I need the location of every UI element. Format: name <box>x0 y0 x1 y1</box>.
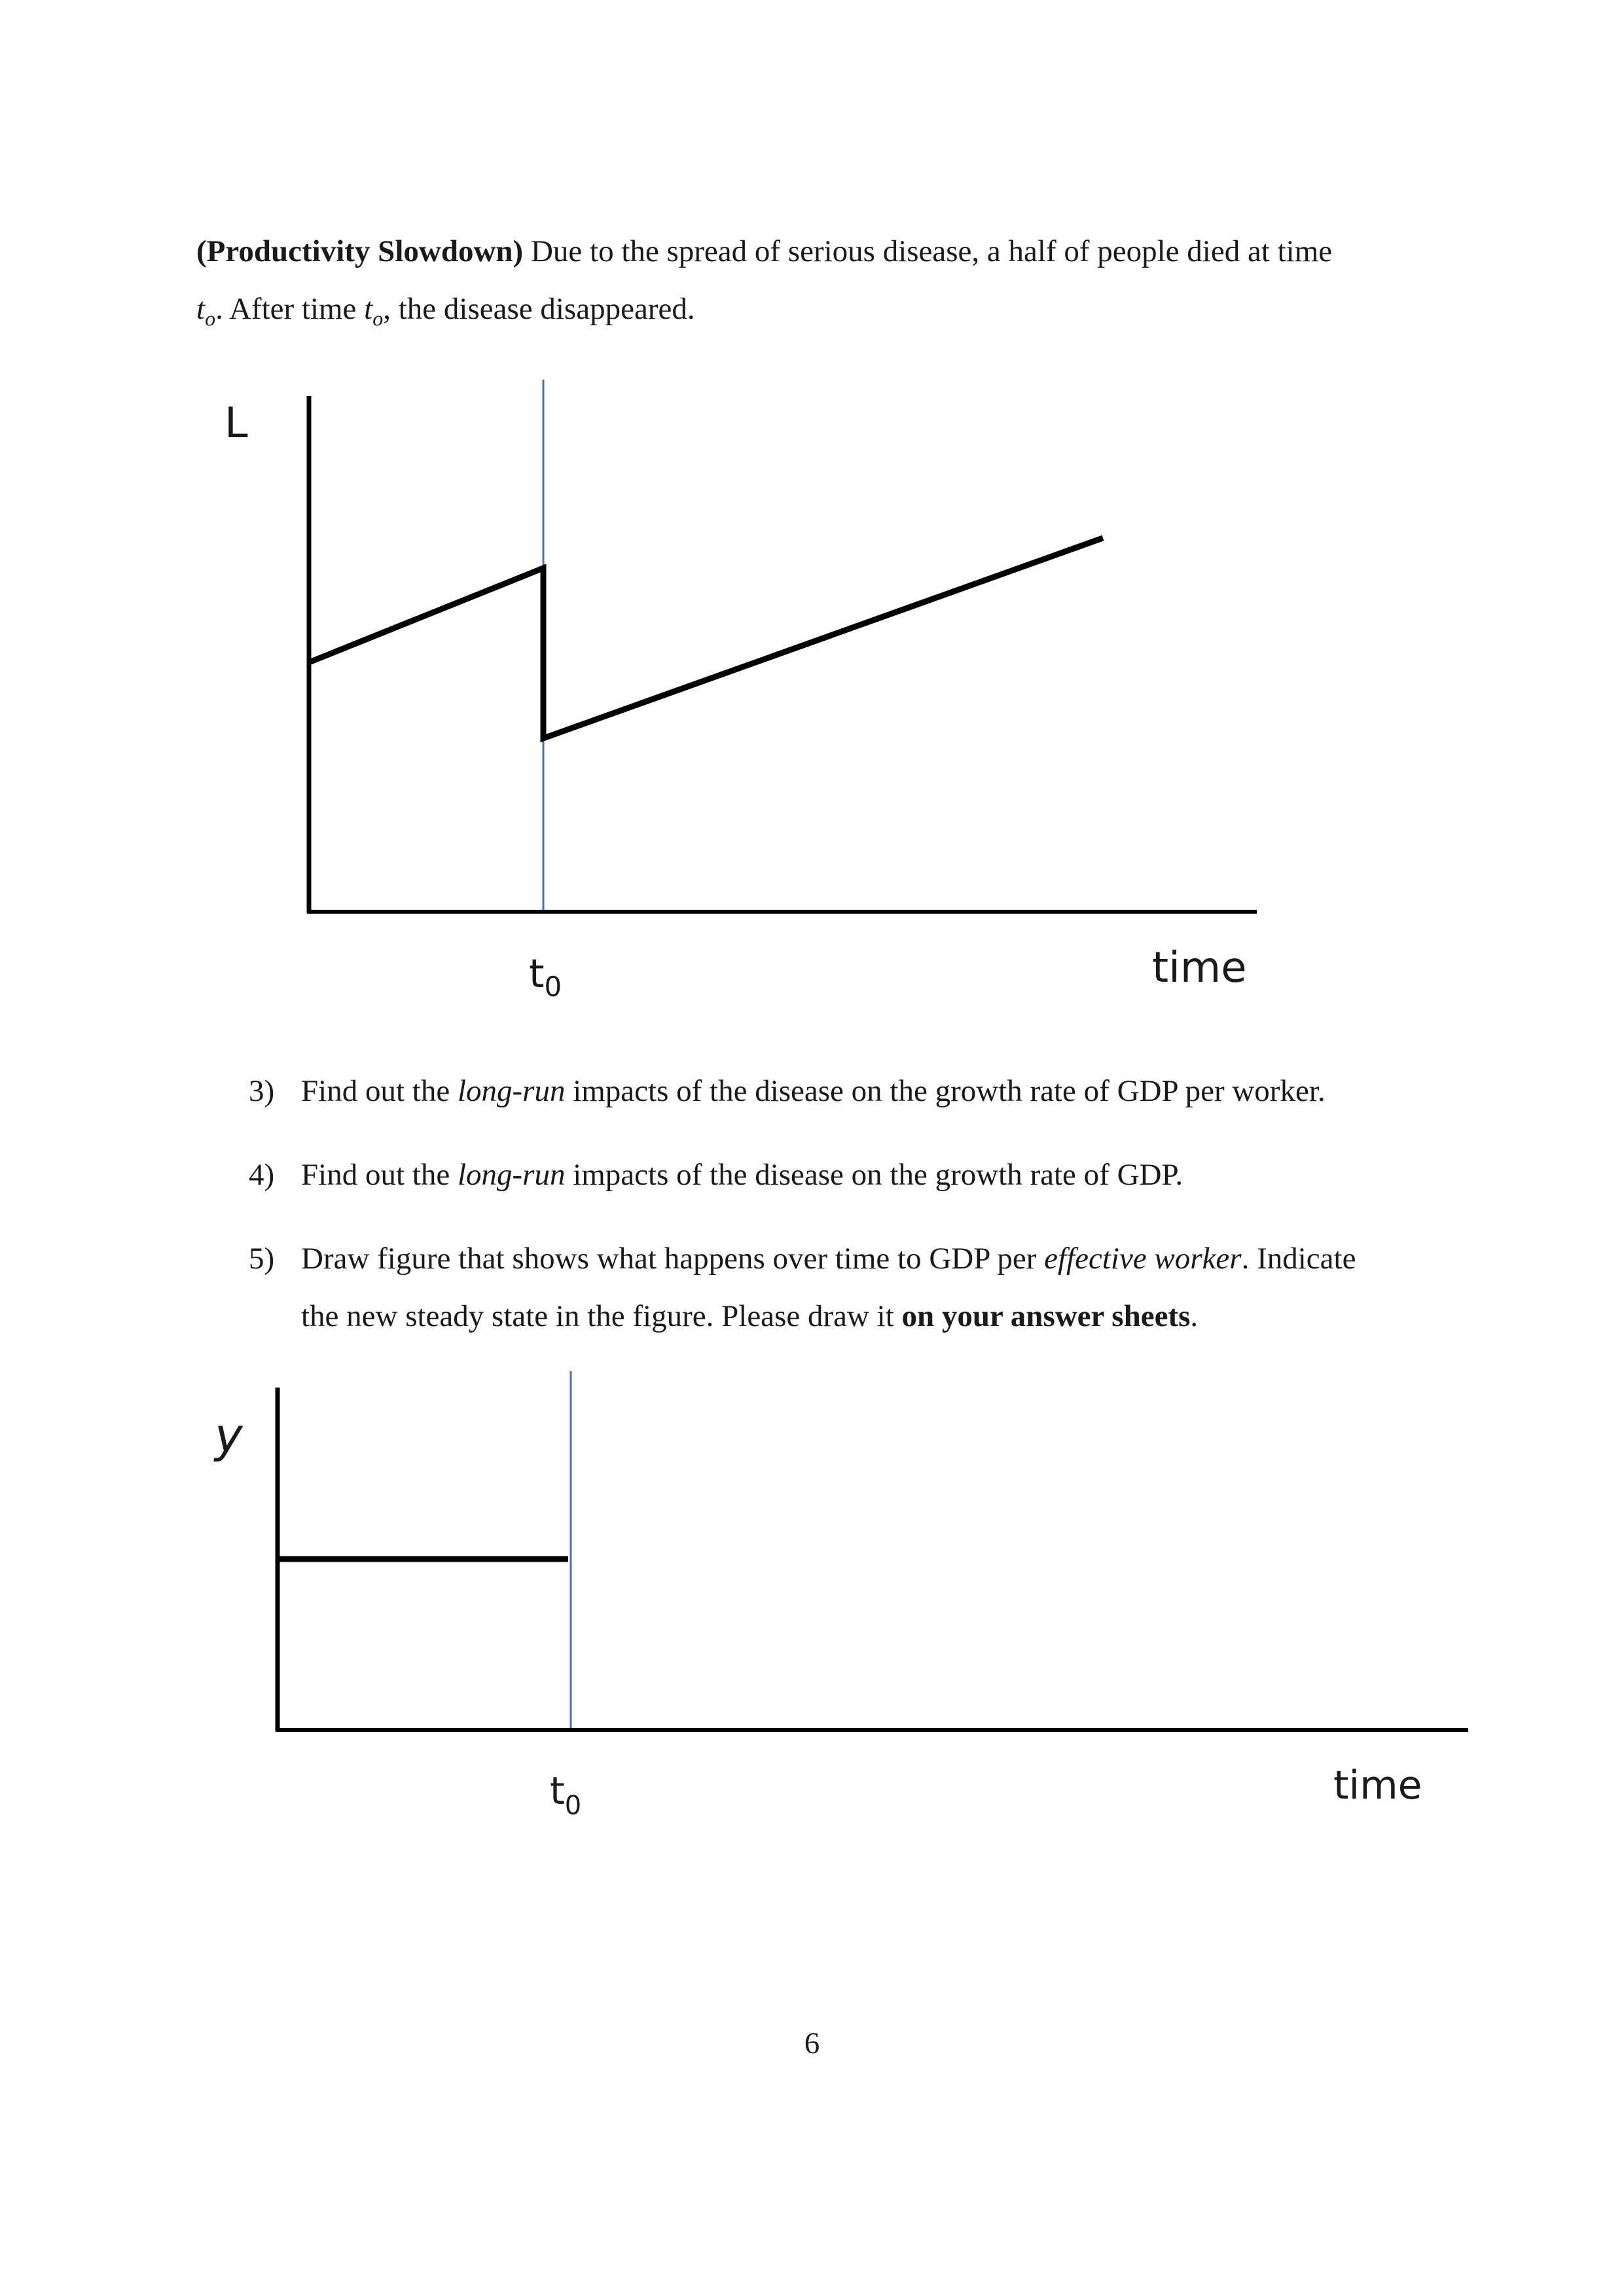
question-number: 4) <box>249 1158 275 1192</box>
intro-text-1: Due to the spread of serious disease, a half of people died at time <box>523 234 1333 268</box>
labor-path-line <box>309 538 1103 738</box>
intro-text-3: , the disease disappeared. <box>383 292 695 326</box>
question-5-line-2 <box>301 1299 1198 1334</box>
t0-label-t: t <box>529 951 545 997</box>
t0-label-t: t <box>550 1768 565 1813</box>
t0-label <box>529 951 562 1003</box>
question-text-post: . <box>1190 1299 1199 1333</box>
t-symbol: t <box>196 292 206 326</box>
question-text-pre: Find out the <box>301 1158 458 1192</box>
question-5 <box>249 1241 1356 1333</box>
question-4 <box>249 1157 1183 1193</box>
question-number: 3) <box>249 1074 275 1108</box>
t-subscript: o <box>205 306 216 331</box>
y-axis-label: L <box>225 399 248 448</box>
question-text-post: . Indicate <box>1241 1242 1356 1276</box>
question-text <box>301 1242 1356 1276</box>
question-text <box>301 1074 1326 1108</box>
question-number: 5) <box>249 1242 275 1276</box>
intro-title: (Productivity Slowdown) <box>196 234 524 268</box>
intro-text-2: . After time <box>215 292 365 326</box>
t0-label-sub: 0 <box>544 971 562 1003</box>
question-bold: on your answer sheets <box>901 1299 1191 1333</box>
t0-label-sub: 0 <box>564 1791 582 1821</box>
x-axis-label: time <box>1333 1763 1422 1808</box>
question-text <box>301 1158 1183 1192</box>
question-text-post: impacts of the disease on the growth rate of GDP. <box>565 1158 1183 1192</box>
question-text-pre: the new steady state in the figure. Please draw it <box>301 1299 902 1333</box>
question-emphasis: effective worker <box>1044 1242 1242 1276</box>
question-text-pre: Draw figure that shows what happens over time to GDP per <box>301 1242 1045 1276</box>
question-3 <box>249 1073 1326 1109</box>
question-emphasis: long-run <box>457 1158 566 1192</box>
t-symbol: t <box>364 292 373 326</box>
question-emphasis: long-run <box>457 1074 566 1108</box>
question-text-pre: Find out the <box>301 1074 458 1108</box>
t-subscript: o <box>372 306 384 331</box>
x-axis-label: time <box>1152 944 1247 992</box>
question-text-post: impacts of the disease on the growth rate of GDP per worker. <box>565 1074 1326 1108</box>
page-number: 6 <box>804 2026 820 2060</box>
y-axis-label: y <box>215 1408 243 1463</box>
